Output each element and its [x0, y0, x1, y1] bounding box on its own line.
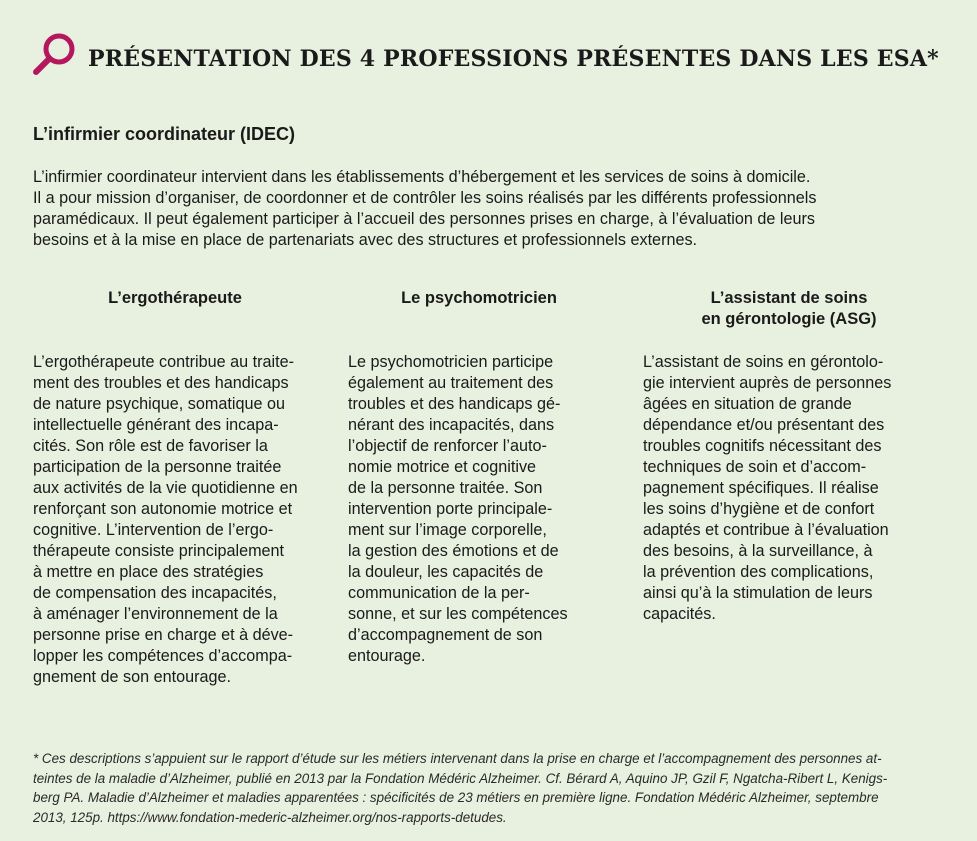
idec-heading: L’infirmier coordinateur (IDEC)	[33, 124, 296, 144]
asg-description: L’assistant de soins en gérontolo- gie intervient auprès de personnes âgées en situation de grande dépendance et/ou présentant des troubles cognitifs nécessitant des techniques de soin et d’accom- pagnement spécifiques. Il réalise les soins d’hygiène et de confort adaptés et contribue à l’évaluation des besoins, à la surveillance, à la prévention des complications, ainsi qu’à la stimulation de leurs capacités.	[643, 353, 892, 623]
idec-description: L’infirmier coordinateur intervient dans les établissements d’hébergement et les services de soins à domicile. Il a pour mission d’organiser, de coordonner et de contrôler les soins réalisés par les différents professionnels paramédicaux. Il peut également participer à l’accueil des personnes prises en charge, à l’évaluation de leurs besoins et à la mise en place de partenariats avec des structures et professionnels externes.	[33, 168, 817, 249]
asg-heading: L’assistant de soins en gérontologie (ASG)	[701, 289, 877, 328]
ergotherapeute-heading: L’ergothérapeute	[108, 289, 242, 307]
psychomotricien-description: Le psychomotricien participe également au traitement des troubles et des handicaps gé- nérant des incapacités, dans l’objectif de renforcer l’auto- nomie motrice et cognitive de la personne traitée. Son intervention porte principale- ment sur l’image corporelle, la gestion des émotions et de la douleur, les capacités de communication de la per- sonne, et sur les compétences d’accompagnement de son entourage.	[348, 353, 568, 665]
ergotherapeute-description: L’ergothérapeute contribue au traite- ment des troubles et des handicaps de nature psychique, somatique ou intellectuelle générant des incapa- cités. Son rôle est de favoriser la participation de la personne traitée aux activités de la vie quotidienne en renforçant son autonomie motrice et cognitive. L’intervention de l’ergo- thérapeute consiste principalement à mettre en place des stratégies de compensation des incapacités, à aménager l’environnement de la personne prise en charge et à déve- lopper les compétences d’accompa- gnement de son entourage.	[33, 353, 298, 686]
search-icon	[30, 30, 78, 78]
footnote: * Ces descriptions s’appuient sur le rapport d’étude sur les métiers intervenant dans la prise en charge et l’accompagnement des personnes at- teintes de la maladie d’Alzheimer, publié en 2013 par la Fondation Médéric Alzheimer. Cf. Bérard A, Aquino JP, Gzil F, Ngatcha-Ribert L, Kenigs- berg PA. Maladie d’Alzheimer et maladies apparentées : spécificités de 23 métiers en première ligne. Fondation Médéric Alzheimer, septembre 2013, 125p. https://www.fondation-mederic-alzheimer.org/nos-rapports-detudes.	[33, 751, 888, 825]
page-title: PRÉSENTATION DES 4 PROFESSIONS PRÉSENTES DANS LES ESA*	[88, 46, 939, 72]
page-header	[30, 30, 78, 78]
psychomotricien-heading: Le psychomotricien	[401, 289, 557, 307]
